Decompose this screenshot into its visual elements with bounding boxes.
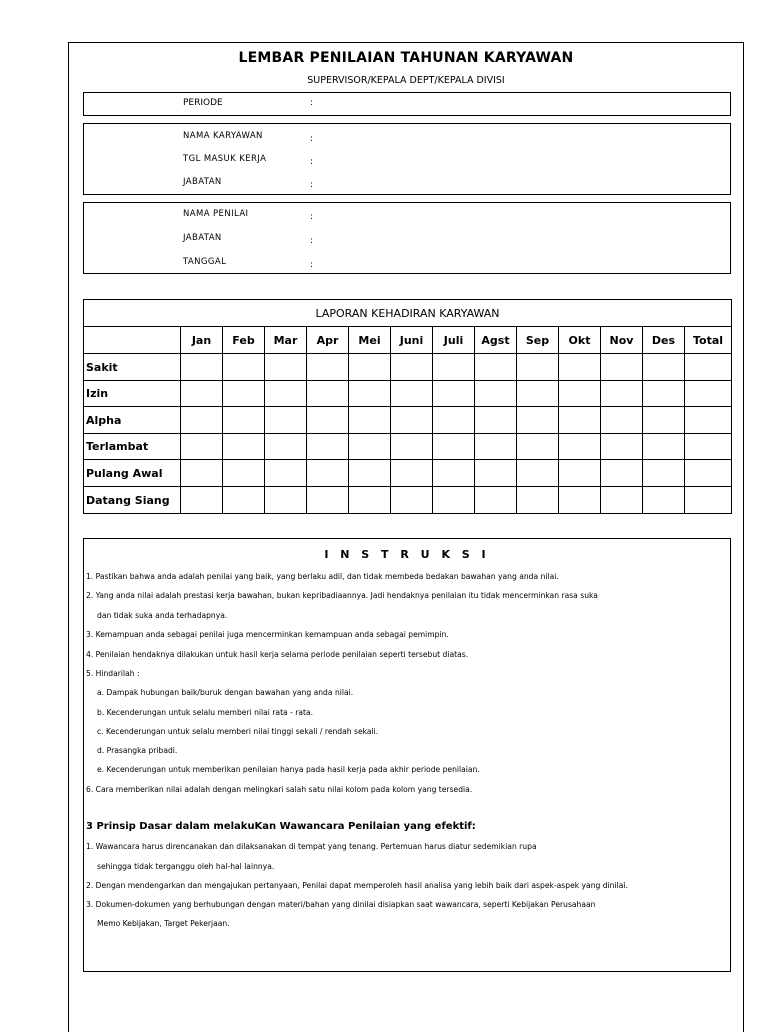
employee-position-label: JABATAN [183,177,222,187]
month-header: Feb [223,327,265,354]
attendance-cell[interactable] [643,434,685,460]
attendance-cell[interactable] [643,487,685,514]
attendance-row [84,354,732,381]
principle-line: 2. Dengan mendengarkan dan mengajukan pertanyaan, Penilai dapat memperoleh hasil analisa yang lebih baik dari aspek-aspek yang dinilai. [86,881,628,890]
month-header: Mar [265,327,307,354]
attendance-cell[interactable] [307,487,349,514]
principle-line: 3. Dokumen-dokumen yang berhubungan dengan materi/bahan yang dinilai disiapkan saat wawancara, seperti Kebijakan Perusahaan [86,900,596,909]
attendance-cell[interactable] [475,354,517,381]
month-header: Juni [391,327,433,354]
attendance-cell[interactable] [265,407,307,434]
month-header: Mei [349,327,391,354]
attendance-cell[interactable] [181,434,223,460]
attendance-row-label: Alpha [84,407,181,434]
month-header: Jan [181,327,223,354]
attendance-cell[interactable] [559,354,601,381]
attendance-cell[interactable] [559,381,601,407]
attendance-row-label: Terlambat [84,434,181,460]
attendance-cell[interactable] [433,407,475,434]
month-header: Apr [307,327,349,354]
form-subtitle: SUPERVISOR/KEPALA DEPT/KEPALA DIVISI [307,75,505,86]
attendance-cell[interactable] [391,354,433,381]
attendance-cell[interactable] [475,407,517,434]
periode-label: PERIODE [183,98,223,108]
employee-name-label: NAMA KARYAWAN [183,131,263,141]
instruction-line: 1. Pastikan bahwa anda adalah penilai yang baik, yang berlaku adil, dan tidak membeda bedakan bawahan yang anda nilai. [86,572,559,581]
attendance-cell[interactable] [181,407,223,434]
evaluator-box [83,202,731,274]
attendance-cell[interactable] [223,381,265,407]
attendance-cell[interactable] [181,381,223,407]
attendance-cell[interactable] [517,487,559,514]
principle-line: sehingga tidak terganggu oleh hal-hal lainnya. [97,862,275,871]
month-header: Total [685,327,732,354]
attendance-row [84,434,732,460]
instruction-line: 6. Cara memberikan nilai adalah dengan melingkari salah satu nilai kolom pada kolom yang tersedia. [86,785,473,794]
periode-colon: : [310,98,314,108]
periode-box [83,92,731,116]
evaluator-date-label: TANGGAL [183,257,227,267]
attendance-cell[interactable] [475,460,517,487]
attendance-table [83,299,732,514]
attendance-cell[interactable] [391,434,433,460]
attendance-cell[interactable] [433,460,475,487]
month-header: Nov [601,327,643,354]
attendance-cell[interactable] [391,487,433,514]
attendance-cell[interactable] [475,487,517,514]
instruction-line: 2. Yang anda nilai adalah prestasi kerja bawahan, bukan kepribadiaannya. Jadi hendaknya penilaian itu tidak mencerminkan rasa suka [86,591,598,600]
attendance-cell[interactable] [685,407,732,434]
attendance-cell[interactable] [685,460,732,487]
attendance-cell[interactable] [349,407,391,434]
instruction-line: 3. Kemampuan anda sebagai penilai juga mencerminkan kemampuan anda sebagai pemimpin. [86,630,449,639]
attendance-cell[interactable] [181,354,223,381]
attendance-cell[interactable] [643,354,685,381]
attendance-cell[interactable] [559,460,601,487]
attendance-cell[interactable] [265,354,307,381]
month-header: Juli [433,327,475,354]
evaluator-position-label: JABATAN [183,233,222,243]
principle-line: Memo Kebijakan, Target Pekerjaan. [97,919,230,928]
attendance-cell[interactable] [307,460,349,487]
attendance-cell[interactable] [517,407,559,434]
attendance-cell[interactable] [559,487,601,514]
attendance-cell[interactable] [349,460,391,487]
instruction-line: 4. Penilaian hendaknya dilakukan untuk hasil kerja selama periode penilaian seperti tersebut diatas. [86,650,469,659]
attendance-cell[interactable] [223,354,265,381]
instruction-line: e. Kecenderungan untuk memberikan penilaian hanya pada hasil kerja pada akhir periode penilaian. [97,765,480,774]
attendance-cell[interactable] [349,354,391,381]
attendance-cell[interactable] [307,381,349,407]
attendance-cell[interactable] [475,381,517,407]
month-header: Des [643,327,685,354]
employee-box [83,123,731,195]
instruction-line: dan tidak suka anda terhadapnya. [97,611,228,620]
evaluator-date-colon: : [310,260,314,270]
principles-heading: 3 Prinsip Dasar dalam melakuKan Wawancara Penilaian yang efektif: [86,821,476,832]
attendance-cell[interactable] [307,407,349,434]
attendance-cell[interactable] [223,460,265,487]
attendance-row-label: Izin [84,381,181,407]
attendance-cell[interactable] [391,381,433,407]
attendance-cell[interactable] [181,460,223,487]
attendance-cell[interactable] [559,407,601,434]
attendance-cell[interactable] [601,487,643,514]
month-header: Okt [559,327,601,354]
evaluator-position-colon: : [310,236,314,246]
attendance-cell[interactable] [517,434,559,460]
attendance-cell[interactable] [517,460,559,487]
attendance-cell[interactable] [349,434,391,460]
attendance-cell[interactable] [265,460,307,487]
attendance-cell[interactable] [391,407,433,434]
evaluator-name-colon: : [310,212,314,222]
attendance-cell[interactable] [517,354,559,381]
employee-join-label: TGL MASUK KERJA [183,154,267,164]
attendance-cell[interactable] [433,434,475,460]
instructions-title: I N S T R U K S I [324,548,490,561]
evaluator-name-label: NAMA PENILAI [183,209,249,219]
attendance-cell[interactable] [685,487,732,514]
instruction-line: b. Kecenderungan untuk selalu memberi nilai rata - rata. [97,708,314,717]
attendance-cell[interactable] [223,407,265,434]
attendance-cell[interactable] [601,354,643,381]
attendance-cell[interactable] [433,381,475,407]
attendance-cell[interactable] [559,434,601,460]
principle-line: 1. Wawancara harus direncanakan dan dilaksanakan di tempat yang tenang. Pertemuan harus diatur sedemikian rupa [86,842,537,851]
attendance-cell[interactable] [433,487,475,514]
corner-cell [84,327,181,354]
attendance-cell[interactable] [349,487,391,514]
attendance-cell[interactable] [181,487,223,514]
attendance-cell[interactable] [265,434,307,460]
attendance-cell[interactable] [223,434,265,460]
month-header: Agst [475,327,517,354]
attendance-row [84,407,732,434]
attendance-cell[interactable] [349,381,391,407]
attendance-cell[interactable] [475,434,517,460]
attendance-cell[interactable] [601,381,643,407]
attendance-row [84,487,732,514]
attendance-cell[interactable] [643,460,685,487]
attendance-row-label: Pulang Awal [84,460,181,487]
attendance-cell[interactable] [685,381,732,407]
employee-name-colon: : [310,134,314,144]
attendance-row-label: Sakit [84,354,181,381]
attendance-row [84,381,732,407]
attendance-cell[interactable] [601,434,643,460]
attendance-row-label: Datang Siang [84,487,181,514]
instruction-line: 5. Hindarilah : [86,669,140,678]
employee-join-colon: : [310,157,314,167]
attendance-cell[interactable] [601,460,643,487]
attendance-cell[interactable] [685,434,732,460]
employee-position-colon: : [310,180,314,190]
attendance-caption: LAPORAN KEHADIRAN KARYAWAN [84,300,732,327]
attendance-cell[interactable] [643,381,685,407]
attendance-cell[interactable] [433,354,475,381]
attendance-row [84,460,732,487]
attendance-cell[interactable] [601,407,643,434]
instruction-line: d. Prasangka pribadi. [97,746,178,755]
month-header: Sep [517,327,559,354]
attendance-cell[interactable] [265,487,307,514]
attendance-cell[interactable] [643,407,685,434]
attendance-cell[interactable] [685,354,732,381]
attendance-cell[interactable] [391,460,433,487]
attendance-cell[interactable] [265,381,307,407]
attendance-cell[interactable] [307,434,349,460]
instruction-line: c. Kecenderungan untuk selalu memberi nilai tinggi sekali / rendah sekali. [97,727,379,736]
attendance-cell[interactable] [517,381,559,407]
form-title: LEMBAR PENILAIAN TAHUNAN KARYAWAN [238,50,574,66]
attendance-cell[interactable] [223,487,265,514]
instruction-line: a. Dampak hubungan baik/buruk dengan bawahan yang anda nilai. [97,688,354,697]
attendance-cell[interactable] [307,354,349,381]
